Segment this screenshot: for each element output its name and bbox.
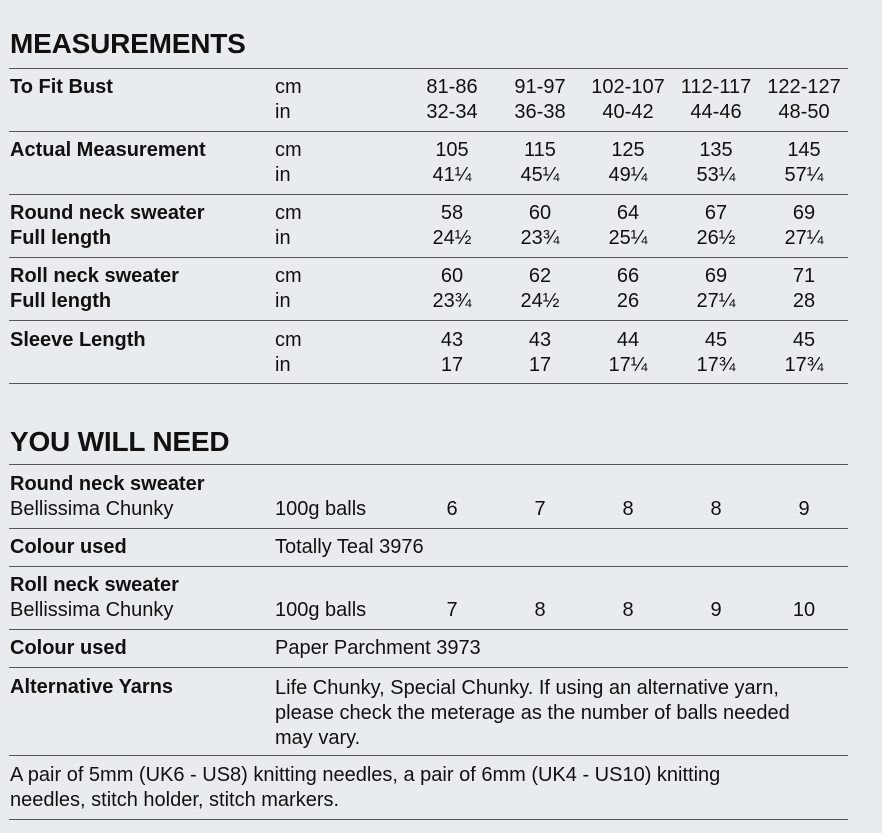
table-cell: 17 bbox=[440, 354, 464, 376]
table-cell: 6 bbox=[446, 498, 458, 520]
divider bbox=[9, 755, 848, 756]
table-cell: 23¾ bbox=[520, 227, 560, 249]
table-cell: 8 bbox=[622, 498, 634, 520]
table-cell: 60 bbox=[440, 265, 464, 287]
table-cell: 67 bbox=[704, 202, 728, 224]
table-cell: 8 bbox=[534, 599, 546, 621]
row-label: Roll neck sweater bbox=[10, 265, 179, 287]
needles-line: A pair of 5mm (UK6 - US8) knitting needles, a pair of 6mm (UK4 - US10) knitting bbox=[10, 764, 721, 786]
section-heading: Round neck sweater bbox=[10, 473, 205, 495]
unit-in: in bbox=[275, 227, 291, 249]
table-cell: 102-107 bbox=[591, 76, 665, 98]
table-cell: 45 bbox=[704, 329, 728, 351]
yarn-name: Bellissima Chunky bbox=[10, 599, 174, 621]
unit-in: in bbox=[275, 290, 291, 312]
alternative-line: Life Chunky, Special Chunky. If using an alternative yarn, bbox=[275, 677, 779, 699]
divider bbox=[9, 528, 848, 529]
table-cell: 25¼ bbox=[608, 227, 648, 249]
table-cell: 24½ bbox=[432, 227, 472, 249]
yarn-name: Bellissima Chunky bbox=[10, 498, 174, 520]
alternative-line: may vary. bbox=[275, 727, 361, 749]
unit-cm: cm bbox=[275, 329, 302, 351]
divider bbox=[9, 383, 848, 384]
unit-cm: cm bbox=[275, 139, 302, 161]
table-cell: 66 bbox=[616, 265, 640, 287]
table-cell: 60 bbox=[528, 202, 552, 224]
table-cell: 45 bbox=[792, 329, 816, 351]
row-label: Round neck sweater bbox=[10, 202, 205, 224]
unit-in: in bbox=[275, 354, 291, 376]
divider bbox=[9, 320, 848, 321]
divider bbox=[9, 257, 848, 258]
table-cell: 45¼ bbox=[520, 164, 560, 186]
ball-unit: 100g balls bbox=[275, 599, 367, 621]
alternative-line: please check the meterage as the number of balls needed bbox=[275, 702, 790, 724]
row-label: To Fit Bust bbox=[10, 76, 113, 98]
row-label: Sleeve Length bbox=[10, 329, 146, 351]
table-cell: 8 bbox=[710, 498, 722, 520]
table-cell: 122-127 bbox=[767, 76, 841, 98]
table-cell: 44 bbox=[616, 329, 640, 351]
table-cell: 64 bbox=[616, 202, 640, 224]
table-cell: 53¼ bbox=[696, 164, 736, 186]
table-cell: 91-97 bbox=[514, 76, 566, 98]
unit-cm: cm bbox=[275, 76, 302, 98]
row-sublabel: Full length bbox=[10, 227, 112, 249]
unit-cm: cm bbox=[275, 202, 302, 224]
divider bbox=[9, 131, 848, 132]
table-cell: 125 bbox=[611, 139, 645, 161]
table-cell: 81-86 bbox=[426, 76, 478, 98]
table-cell: 49¼ bbox=[608, 164, 648, 186]
colour-label: Colour used bbox=[10, 637, 127, 659]
colour-value: Paper Parchment 3973 bbox=[275, 637, 481, 659]
divider bbox=[9, 566, 848, 567]
table-cell: 57¼ bbox=[784, 164, 824, 186]
table-cell: 40-42 bbox=[602, 101, 654, 123]
table-cell: 43 bbox=[440, 329, 464, 351]
divider bbox=[9, 464, 848, 465]
divider bbox=[9, 629, 848, 630]
table-cell: 7 bbox=[446, 599, 458, 621]
row-sublabel: Full length bbox=[10, 290, 112, 312]
table-cell: 62 bbox=[528, 265, 552, 287]
table-cell: 44-46 bbox=[690, 101, 742, 123]
measurements-title: MEASUREMENTS bbox=[10, 28, 246, 59]
table-cell: 69 bbox=[792, 202, 816, 224]
divider bbox=[9, 68, 848, 69]
table-cell: 41¼ bbox=[432, 164, 472, 186]
table-cell: 58 bbox=[440, 202, 464, 224]
unit-in: in bbox=[275, 101, 291, 123]
needles-note bbox=[10, 763, 850, 813]
table-cell: 27¼ bbox=[696, 290, 736, 312]
section-heading: Roll neck sweater bbox=[10, 574, 179, 596]
table-cell: 17 bbox=[528, 354, 552, 376]
table-cell: 48-50 bbox=[778, 101, 830, 123]
ball-unit: 100g balls bbox=[275, 498, 367, 520]
table-cell: 23¾ bbox=[432, 290, 472, 312]
needles-line: needles, stitch holder, stitch markers. bbox=[10, 789, 340, 811]
colour-label: Colour used bbox=[10, 536, 127, 558]
table-cell: 24½ bbox=[520, 290, 560, 312]
colour-value: Totally Teal 3976 bbox=[275, 536, 424, 558]
table-cell: 69 bbox=[704, 265, 728, 287]
divider bbox=[9, 194, 848, 195]
table-cell: 9 bbox=[710, 599, 722, 621]
divider bbox=[9, 819, 848, 820]
table-cell: 115 bbox=[524, 139, 556, 161]
table-cell: 71 bbox=[792, 265, 816, 287]
table-cell: 17¾ bbox=[696, 354, 736, 376]
table-cell: 26 bbox=[616, 290, 640, 312]
alternative-label: Alternative Yarns bbox=[10, 676, 174, 698]
table-cell: 105 bbox=[435, 139, 469, 161]
table-cell: 32-34 bbox=[426, 101, 478, 123]
table-cell: 145 bbox=[787, 139, 821, 161]
table-cell: 26½ bbox=[696, 227, 736, 249]
unit-in: in bbox=[275, 164, 291, 186]
table-cell: 8 bbox=[622, 599, 634, 621]
unit-cm: cm bbox=[275, 265, 302, 287]
table-cell: 17¼ bbox=[608, 354, 648, 376]
divider bbox=[9, 667, 848, 668]
table-cell: 10 bbox=[792, 599, 816, 621]
table-cell: 9 bbox=[798, 498, 810, 520]
table-cell: 112-117 bbox=[680, 76, 752, 98]
table-cell: 28 bbox=[792, 290, 816, 312]
alternative-text bbox=[275, 676, 845, 751]
table-cell: 27¼ bbox=[784, 227, 824, 249]
row-label: Actual Measurement bbox=[10, 139, 206, 161]
table-cell: 7 bbox=[534, 498, 546, 520]
table-cell: 17¾ bbox=[784, 354, 824, 376]
table-cell: 135 bbox=[699, 139, 733, 161]
table-cell: 43 bbox=[528, 329, 552, 351]
you-will-need-title: YOU WILL NEED bbox=[10, 426, 230, 457]
table-cell: 36-38 bbox=[514, 101, 566, 123]
